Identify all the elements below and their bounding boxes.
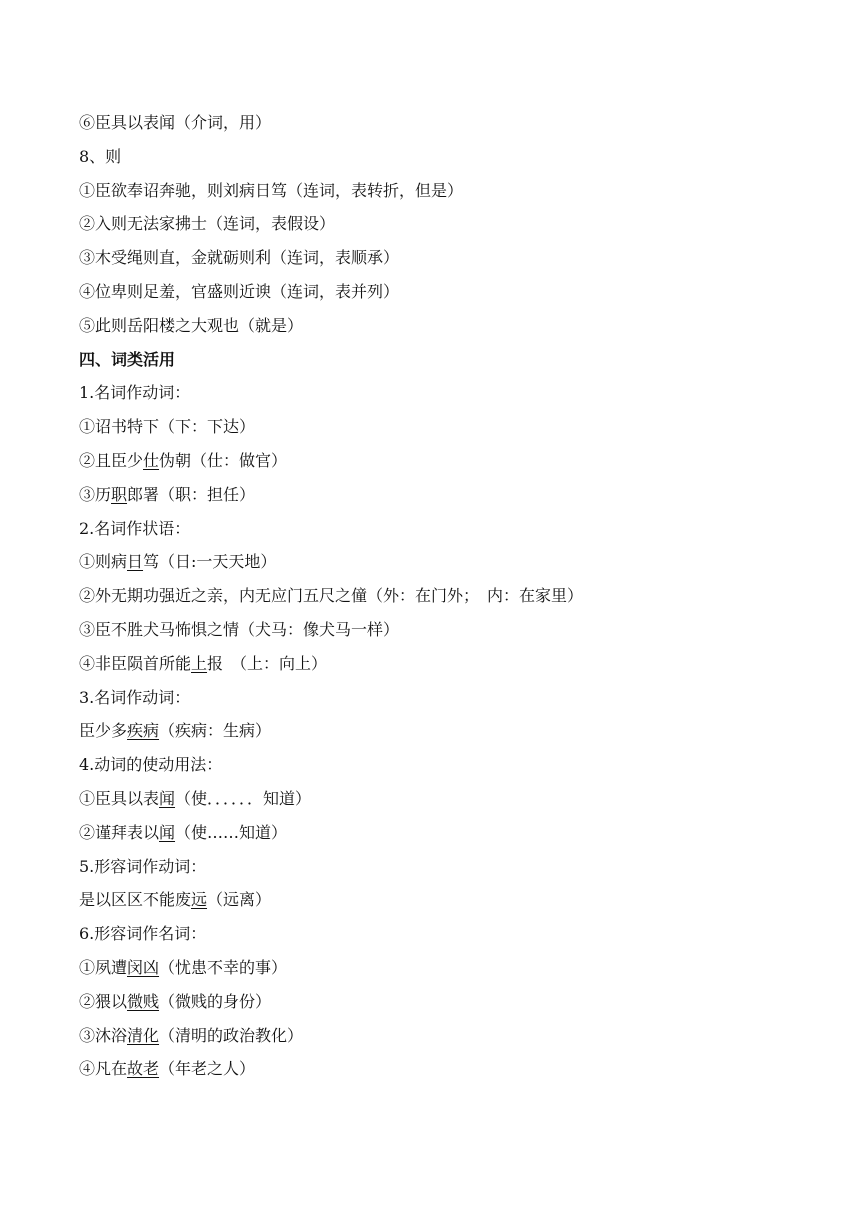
line-text: ③沐浴 [79, 1025, 128, 1045]
subheading-line [79, 681, 819, 715]
line-text: 臣少多 [79, 721, 128, 741]
text-line [79, 782, 819, 816]
text-line [79, 579, 819, 613]
text-line [79, 241, 819, 275]
line-text: ⑤此则岳阳楼之大观也（就是） [79, 315, 304, 335]
line-text: （使……知道） [175, 822, 288, 842]
line-text: （清明的政治教化） [159, 1025, 304, 1045]
line-text: ④位卑则足羞，官盛则近谀（连词，表并列） [79, 281, 400, 301]
line-text: ②入则无法家拂士（连词，表假设） [79, 214, 336, 234]
underlined-word: 远 [191, 890, 208, 910]
line-text: （忧患不幸的事） [159, 957, 288, 977]
line-text: ④非臣陨首所能 [79, 653, 192, 673]
text-line [79, 309, 819, 343]
text-line [79, 444, 819, 478]
line-text: 报 （上：向上） [207, 653, 328, 673]
line-text: ③臣不胜犬马怖惧之情（犬马：像犬马一样） [79, 619, 400, 639]
underlined-word: 清化 [127, 1025, 160, 1045]
heading-text: 四、词类活用 [79, 349, 176, 369]
text-line [79, 410, 819, 444]
line-text: 伪朝（仕：做官） [159, 450, 288, 470]
line-text: ②外无期功强近之亲，内无应门五尺之僮（外：在门外； 内：在家里） [79, 586, 584, 606]
document-page [79, 106, 819, 1086]
line-text: （疾病：生病） [159, 721, 272, 741]
line-text: 笃（日:一天天地） [143, 552, 277, 572]
line-text: ①诏书特下（下：下达） [79, 417, 256, 437]
line-text: ①臣欲奉诏奔驰，则刘病日笃（连词，表转折，但是） [79, 180, 464, 200]
underlined-word: 故老 [127, 1059, 160, 1079]
underlined-word: 日 [127, 552, 144, 572]
text-line [79, 985, 819, 1019]
text-line [79, 647, 819, 681]
underlined-word: 上 [191, 653, 208, 673]
text-line [79, 613, 819, 647]
text-line [79, 816, 819, 850]
text-line [79, 883, 819, 917]
line-text: 2.名词作状语： [79, 518, 191, 538]
subheading-line [79, 850, 819, 884]
text-line [79, 1052, 819, 1086]
line-text: （微贱的身份） [159, 991, 272, 1011]
underlined-word: 微贱 [127, 991, 160, 1011]
line-text: 4.动词的使动用法： [79, 755, 223, 775]
line-text: ①夙遭 [79, 957, 128, 977]
underlined-word: 疾病 [127, 721, 160, 741]
subheading-line [79, 512, 819, 546]
line-text: （使．．．．．．知道） [175, 788, 312, 808]
line-text: ③历 [79, 484, 112, 504]
subheading-line [79, 917, 819, 951]
subheading-line [79, 748, 819, 782]
line-text: ②猥以 [79, 991, 128, 1011]
line-text: 8、则 [79, 146, 122, 166]
text-line [79, 1019, 819, 1053]
subheading-line [79, 376, 819, 410]
text-line [79, 207, 819, 241]
line-text: ⑥臣具以表闻（介词，用） [79, 113, 272, 132]
text-line [79, 951, 819, 985]
underlined-word: 闻 [159, 788, 176, 808]
line-text: 是以区区不能废 [79, 890, 192, 910]
line-text: （远离） [207, 890, 272, 910]
text-line [79, 714, 819, 748]
underlined-word: 闻 [159, 822, 176, 842]
line-text: ④凡在 [79, 1059, 128, 1079]
line-text: 6.形容词作名词： [79, 924, 207, 944]
underlined-word: 闵凶 [127, 957, 160, 977]
line-text: （年老之人） [159, 1059, 256, 1079]
line-text: ②谨拜表以 [79, 822, 160, 842]
text-line [79, 275, 819, 309]
line-text: ①臣具以表 [79, 788, 160, 808]
line-text: 5.形容词作动词： [79, 856, 207, 876]
underlined-word: 职 [111, 484, 128, 504]
text-line [79, 174, 819, 208]
underlined-word: 仕 [143, 450, 160, 470]
line-text: ③木受绳则直，金就砺则利（连词，表顺承） [79, 248, 400, 268]
line-text: 3.名词作动词： [79, 687, 191, 707]
line-text: ②且臣少 [79, 450, 144, 470]
text-line [79, 545, 819, 579]
section-heading [79, 343, 819, 377]
line-text: 郎署（职：担任） [127, 484, 256, 504]
text-line [79, 478, 819, 512]
section-heading [79, 140, 819, 174]
line-text: ①则病 [79, 552, 128, 572]
line-text: 1.名词作动词： [79, 383, 191, 403]
text-line [79, 106, 819, 140]
